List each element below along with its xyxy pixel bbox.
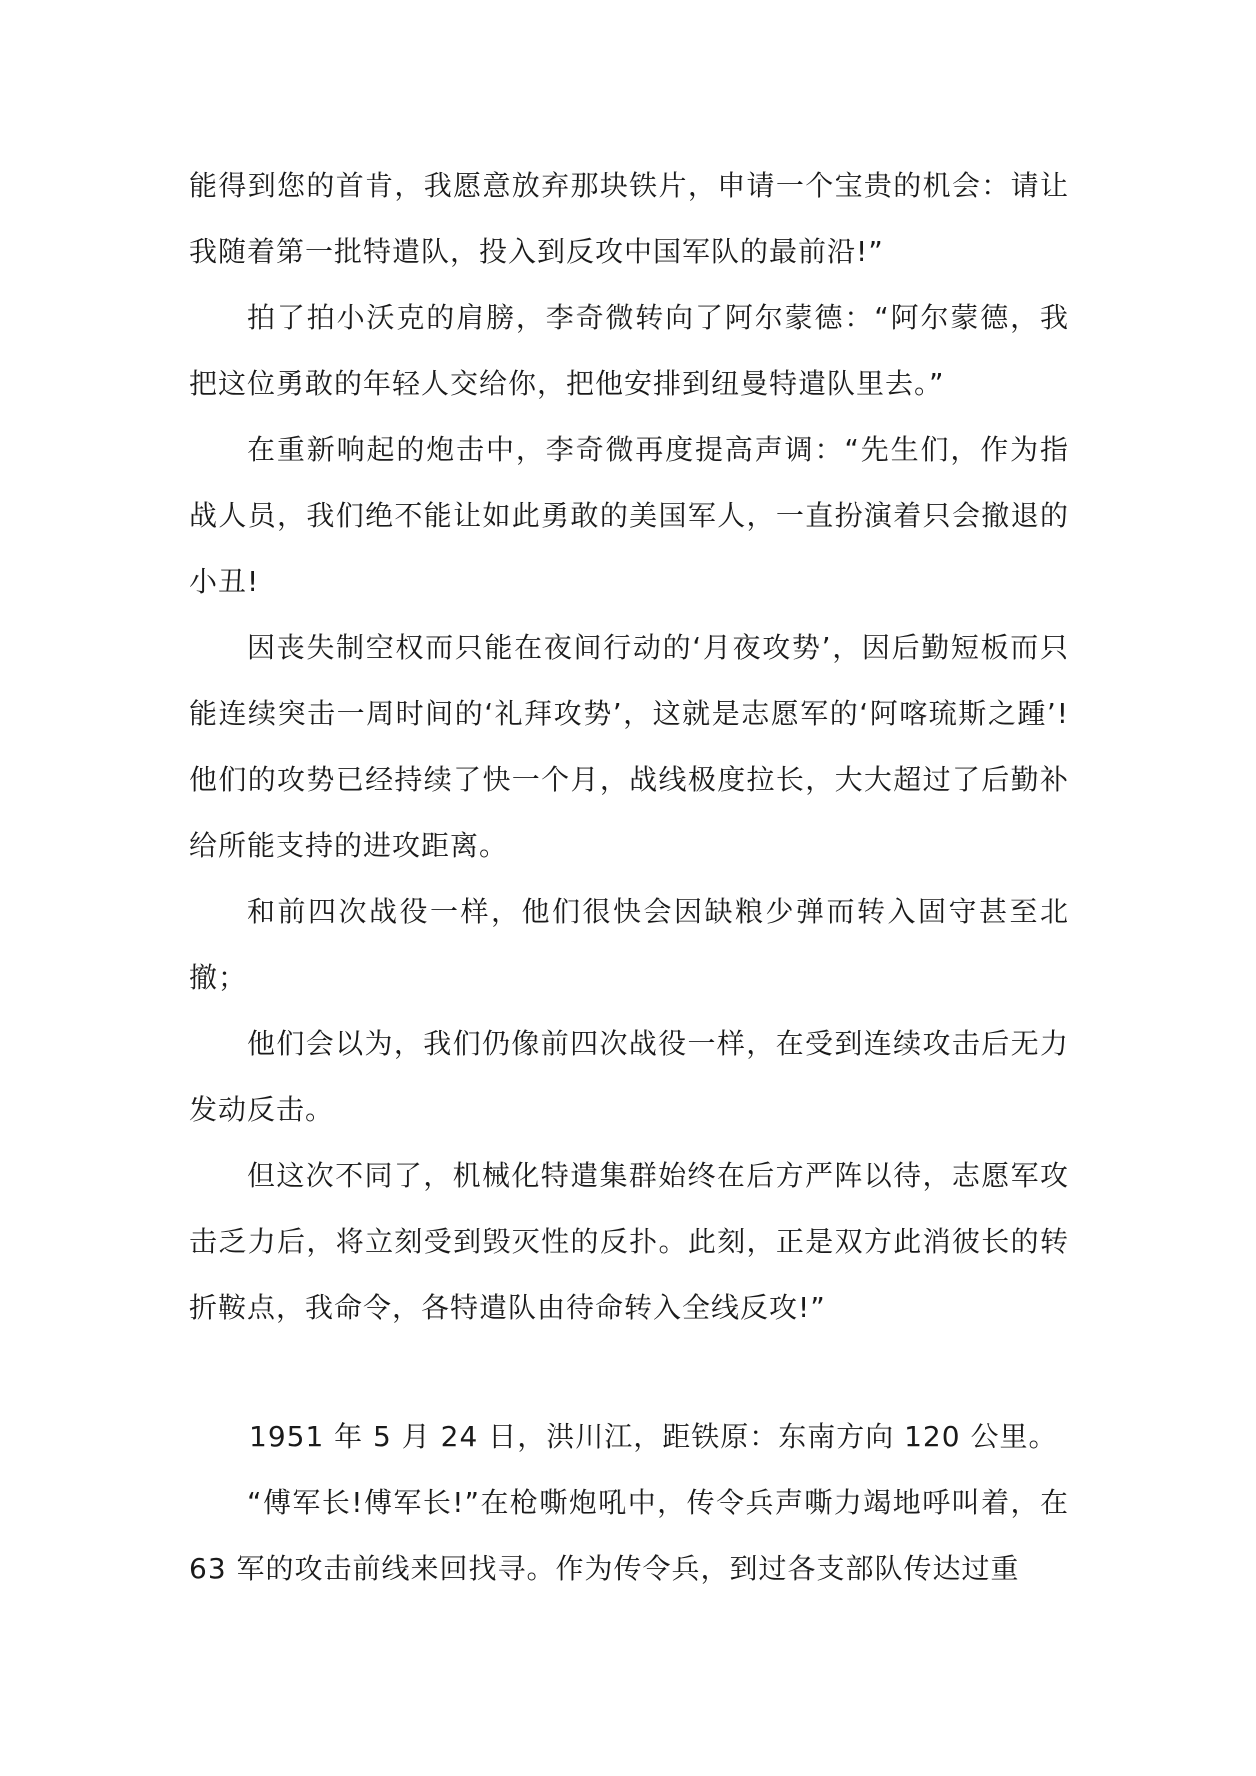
paragraph: “傅军长!傅军长!”在枪嘶炮吼中，传令兵声嘶力竭地呼叫着，在 63 军的攻击前线来回找寻。作为传令兵，到过各支部队传达过重: [189, 1486, 1069, 1585]
paragraph-continuation: 能得到您的首肯，我愿意放弃那块铁片，申请一个宝贵的机会：请让我随着第一批特遣队，投入到反攻中国军队的最前沿!”: [189, 169, 1069, 268]
scene-section: [189, 1404, 1069, 1602]
scene-heading-date: 1951 年 5 月 24 日，洪川江，距铁原：东南方向 120 公里。: [249, 1420, 1058, 1453]
paragraph: 但这次不同了，机械化特遣集群始终在后方严阵以待，志愿军攻击乏力后，将立刻受到毁灭性的反扑。此刻，正是双方此消彼长的转折鞍点，我命令，各特遣队由待命转入全线反攻!”: [189, 1159, 1069, 1324]
paragraph: 和前四次战役一样，他们很快会因缺粮少弹而转入固守甚至北撤；: [189, 895, 1069, 994]
paragraph: 拍了拍小沃克的肩膀，李奇微转向了阿尔蒙德：“阿尔蒙德，我把这位勇敢的年轻人交给你，把他安排到纽曼特遣队里去。”: [189, 301, 1069, 400]
paragraph: 在重新响起的炮击中，李奇微再度提高声调：“先生们，作为指战人员，我们绝不能让如此勇敢的美国军人，一直扮演着只会撤退的小丑!: [189, 433, 1069, 598]
paragraph: 因丧失制空权而只能在夜间行动的‘月夜攻势’，因后勤短板而只能连续突击一周时间的‘礼拜攻势’，这就是志愿军的‘阿喀琉斯之踵’!他们的攻势已经持续了快一个月，战线极度拉长，大大超过了后勤补给所能支持的进攻距离。: [189, 631, 1069, 862]
paragraph: 他们会以为，我们仍像前四次战役一样，在受到连续攻击后无力发动反击。: [189, 1027, 1069, 1126]
body-text-section: [189, 153, 1069, 1341]
